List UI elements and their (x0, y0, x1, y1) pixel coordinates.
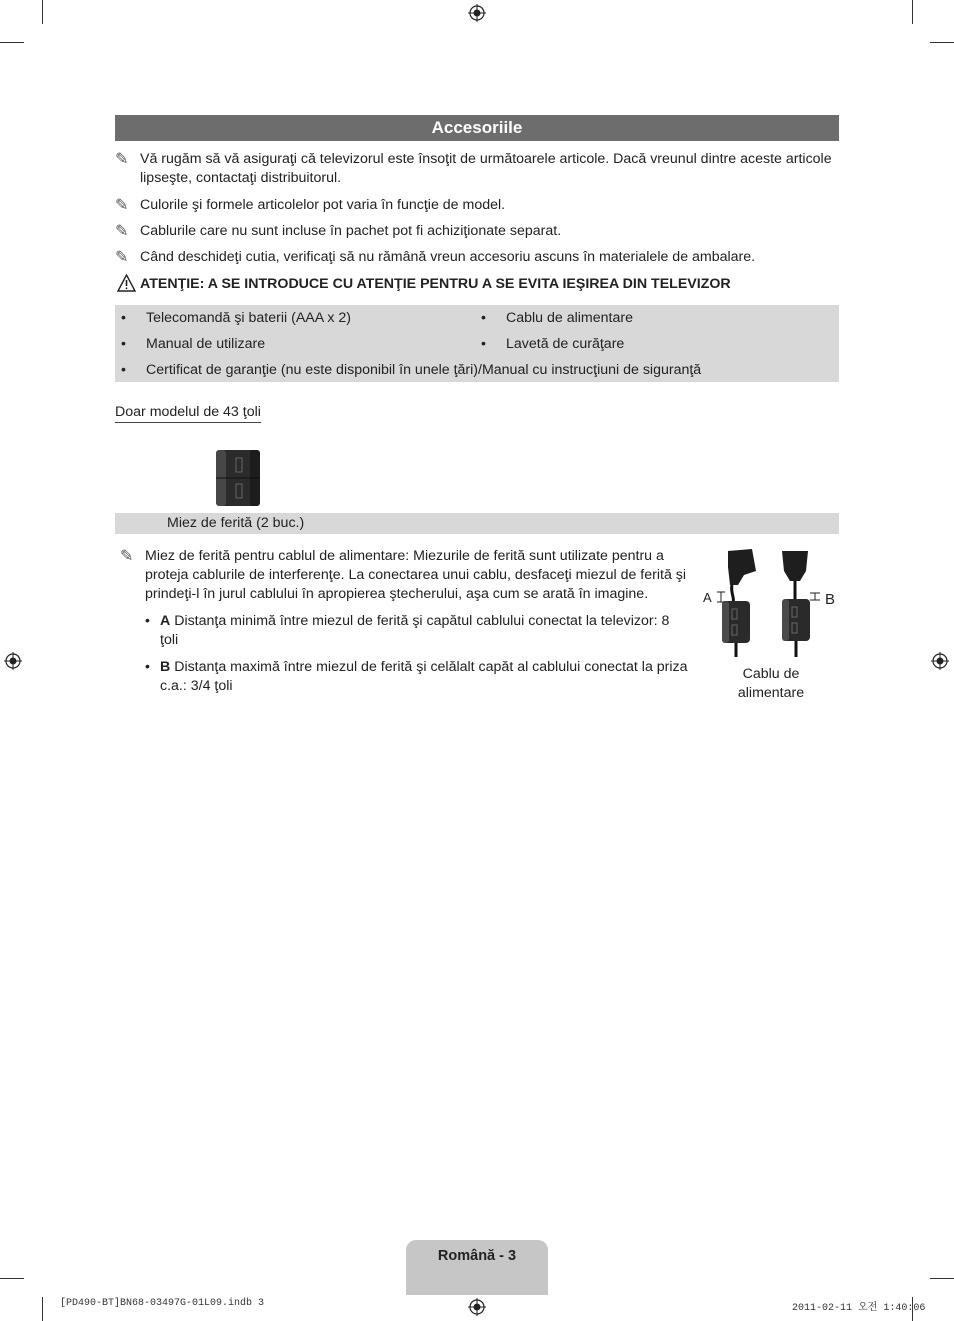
ferrite-note (120, 547, 695, 604)
print-slug-right: 2011-02-11 오전 1:40:06 (792, 1303, 926, 1314)
note-item (115, 196, 839, 215)
cable-caption (725, 665, 817, 703)
accessory-manual: Manual de utilizare (146, 336, 266, 352)
crop-mark (42, 1297, 43, 1321)
sub-item-b: • B Distanţa maximă între miezul de ferită şi celălalt capăt al cablului conectat la priza c.a.: 3/4 ţoli (145, 659, 688, 694)
ferrite-core-image (214, 448, 262, 508)
sub-item-a: • A Distanţa minimă între miezul de ferită şi capătul cablului conectat la televizor: 8 ţoli (145, 613, 670, 648)
cable-caption-line: Cablu de (742, 666, 800, 682)
crop-mark (42, 0, 43, 24)
section-title: Accesoriile (115, 115, 839, 141)
page-number: Română - 3 (437, 1248, 517, 1264)
power-cable-diagram (700, 545, 840, 660)
accessory-cloth: Lavetă de curăţare (506, 336, 625, 352)
sub-item-text: Distanţa minimă între miezul de ferită şi capătul cablului conectat la televizor: 8 ţoli (160, 613, 670, 648)
accessory-warranty: Certificat de garanţie (nu este disponibil în unele ţări)/Manual cu instrucţiuni de siguranţă (146, 362, 702, 378)
crop-mark (912, 0, 913, 24)
diagram-label-b: B (825, 591, 836, 608)
note-text: Culorile şi formele articolelor pot varia în funcţie de model. (140, 197, 506, 213)
crop-mark (0, 42, 24, 43)
ferrite-note-text: Miez de ferită pentru cablul de alimentare: Miezurile de ferită sunt utilizate pentru a proteja cablurile de interferenţe. La conectarea unui cablu, desfaceţi miezul de ferită şi prindeţi-l în jurul cablului în apropierea ştecherului, aşa cum se arată în imagine. (145, 548, 687, 602)
pencil-note-icon: ✎ (115, 223, 129, 240)
cable-caption-line: alimentare (737, 685, 805, 701)
sub-item-letter: A (160, 613, 171, 629)
pencil-note-icon: ✎ (115, 249, 129, 266)
sub-item-text: Distanţa maximă între miezul de ferită şi celălalt capăt al cablului conectat la priza c.a.: 3/4 ţoli (160, 659, 688, 694)
accessory-remote: Telecomandă şi baterii (AAA x 2) (146, 310, 352, 326)
pencil-note-icon: ✎ (115, 197, 129, 214)
accessory-power-cable: Cablu de alimentare (506, 310, 633, 326)
accessories-list: • Telecomandă şi baterii (AAA x 2) • Cablu de alimentare • Manual de utilizare • Lavetă de curăţare • Certificat de garanţie (nu este disponibil în unele ţări)/Manual cu instrucţiuni de siguranţă (115, 305, 839, 382)
ferrite-caption: Miez de ferită (2 buc.) (167, 515, 305, 531)
registration-mark-icon (931, 652, 949, 670)
note-text: Vă rugăm să vă asiguraţi că televizorul este însoţit de următoarele articole. Dacă vreunul dintre aceste articole lipseşte, contactaţi distribuitorul. (140, 151, 832, 186)
crop-mark (0, 1278, 24, 1279)
registration-mark-icon (468, 4, 486, 22)
pencil-note-icon: ✎ (115, 151, 129, 168)
note-item (115, 222, 839, 241)
crop-mark (930, 42, 954, 43)
model-label: Doar modelul de 43 ţoli (115, 404, 261, 423)
diagram-label-a: A (703, 590, 712, 605)
note-item (115, 150, 839, 188)
warning-text: ATENŢIE: A SE INTRODUCE CU ATENŢIE PENTRU A SE EVITA IEŞIREA DIN TELEVIZOR (140, 276, 731, 292)
registration-mark-icon (4, 652, 22, 670)
page-number-tab (406, 1240, 548, 1295)
pencil-note-icon: ✎ (120, 548, 134, 565)
registration-mark-icon (468, 1298, 486, 1316)
ferrite-caption-bar (115, 513, 839, 534)
print-slug-left: [PD490-BT]BN68-03497G-01L09.indb 3 (60, 1298, 265, 1309)
note-text: Când deschideţi cutia, verificaţi să nu rămână vreun accesoriu ascuns în materialele de ambalare. (140, 249, 756, 265)
warning-triangle-icon (117, 274, 136, 292)
note-item (115, 248, 839, 267)
sub-item-letter: B (160, 659, 171, 675)
crop-mark (930, 1278, 954, 1279)
note-text: Cablurile care nu sunt incluse în pachet pot fi achiziţionate separat. (140, 223, 562, 239)
